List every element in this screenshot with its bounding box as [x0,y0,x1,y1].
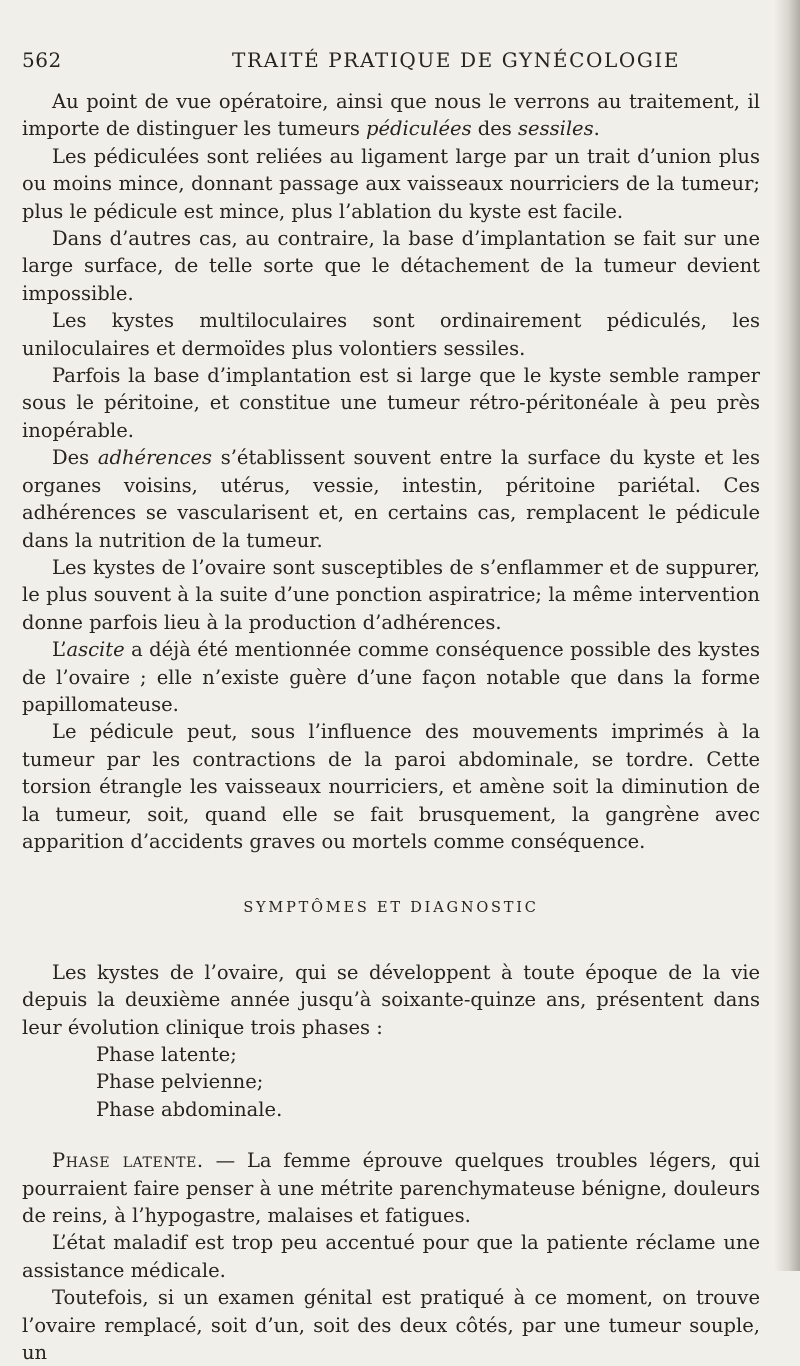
phase-item: Phase abdominale. [96,1097,283,1121]
page-header [22,48,742,78]
paragraph-retro-peritoneale: Parfois la base d’implantation est si large que le kyste semble ramper sous le péritoine, et constitue une tumeur rétro-péritonéale à peu près inopérable. [22,364,760,442]
paragraph-adherences: Des adhérences s’établissent souvent entre la surface du kyste et les organes voisins, utérus, vessie, intestin, péritoine pariétal. Ces adhérences se vascularisent et, en certains cas, remplacent le pédicule dans la nutrition de la tumeur. [22,446,760,552]
spacer [22,1123,760,1147]
phase-list [22,1041,760,1123]
term-ascite: ascite [66,638,125,662]
body-text [22,88,760,1366]
paragraph-suppuration: Les kystes de l’ovaire sont susceptibles de s’enflammer et de suppurer, le plus souvent à la suite d’une ponction aspiratrice; la même intervention donne parfois lieu à la production d’adhérences. [22,555,760,634]
term-adherences: adhérences [97,446,212,470]
paragraph-large-surface: Dans d’autres cas, au contraire, la base d’implantation se fait sur une large surface, de telle sorte que le détachement de la tumeur devient impossible. [22,227,760,305]
paragraph-pediculees: Les pédiculées sont reliées au ligament large par un trait d’union plus ou moins mince, donnant passage aux vaisseaux nourriciers de la tumeur; plus le pédicule est mince, plus l’ablation du kyste est facile. [22,144,760,223]
phase-latente-lead: Phase latente. [52,1149,204,1173]
term-sessiles: sessiles [518,117,594,141]
phase-item: Phase latente; [96,1043,237,1066]
paragraph-section-intro: Les kystes de l’ovaire, qui se développent à toute époque de la vie depuis la deuxième année jusqu’à soixante-quinze ans, présentent dans leur évolution clinique trois phases : [22,960,760,1039]
term-pediculees: pédiculées [366,117,472,141]
paragraph-phase-latente: Phase latente. — La femme éprouve quelques troubles légers, qui pourraient faire penser à une métrite parenchymateuse bénigne, douleurs de reins, à l’hypogastre, malaises et fatigues. [22,1149,760,1228]
section-heading: SYMPTÔMES ET DIAGNOSTIC [243,900,539,917]
paragraph-examen-genital: Toutefois, si un examen génital est pratiqué à ce moment, on trouve l’ovaire remplacé, soit d’un, soit des deux côtés, par une tumeur souple, un [22,1286,760,1365]
page-edge-shadow [774,0,800,1271]
phase-item: Phase pelvienne; [96,1070,264,1094]
page-number: 562 [22,48,62,72]
paragraph-etat-maladif: L’état maladif est trop peu accentué pour que la patiente réclame une assistance médicale. [22,1231,760,1282]
running-title: TRAITÉ PRATIQUE DE GYNÉCOLOGIE [232,48,681,72]
paragraph-torsion: Le pédicule peut, sous l’influence des mouvements imprimés à la tumeur par les contractions de la paroi abdominale, se tordre. Cette torsion étrangle les vaisseaux nourriciers, et amène soit la diminution de la tumeur, soit, quand elle se fait brusquement, la gangrène avec apparition d’accidents graves ou mortels comme conséquence. [22,720,760,853]
paragraph-multiloculaires: Les kystes multiloculaires sont ordinairement pédiculés, les uniloculaires et dermoïdes plus volontiers sessiles. [22,309,760,360]
paragraph-operative-view: Au point de vue opératoire, ainsi que nous le verrons au traitement, il importe de distinguer les tumeurs pédiculées des sessiles. [22,90,760,141]
paragraph-ascite: L’ascite a déjà été mentionnée comme conséquence possible des kystes de l’ovaire ; elle n’existe guère d’une façon notable que dans la forme papillomateuse. [22,638,760,716]
